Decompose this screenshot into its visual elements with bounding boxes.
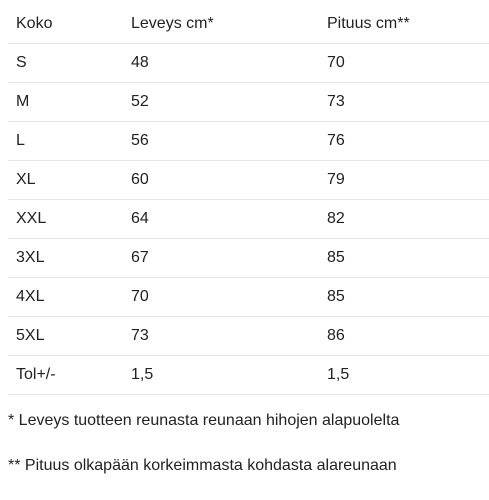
cell-length: 85 <box>319 239 489 278</box>
cell-size: Tol+/- <box>8 356 123 395</box>
cell-length: 82 <box>319 200 489 239</box>
width-measurement-note: * Leveys tuotteen reunasta reunaan hihojen alapuolelta <box>8 412 400 429</box>
table-row <box>8 200 489 239</box>
cell-size: XXL <box>8 200 123 239</box>
cell-size: 3XL <box>8 239 123 278</box>
table-row <box>8 44 489 83</box>
header-pituus: Pituus cm** <box>319 5 489 44</box>
cell-length: 73 <box>319 83 489 122</box>
cell-length: 76 <box>319 122 489 161</box>
cell-size: 5XL <box>8 317 123 356</box>
cell-length: 85 <box>319 278 489 317</box>
table-row <box>8 317 489 356</box>
cell-length: 86 <box>319 317 489 356</box>
cell-width: 70 <box>123 278 319 317</box>
cell-size: M <box>8 83 123 122</box>
table-row <box>8 356 489 395</box>
cell-size: XL <box>8 161 123 200</box>
cell-length: 79 <box>319 161 489 200</box>
cell-width: 67 <box>123 239 319 278</box>
cell-width: 52 <box>123 83 319 122</box>
table-row <box>8 278 489 317</box>
cell-size: S <box>8 44 123 83</box>
table-row <box>8 239 489 278</box>
length-measurement-note: ** Pituus olkapään korkeimmasta kohdasta alareunaan <box>8 457 397 474</box>
table-row <box>8 122 489 161</box>
cell-width: 60 <box>123 161 319 200</box>
cell-length: 1,5 <box>319 356 489 395</box>
cell-size: 4XL <box>8 278 123 317</box>
table-row <box>8 161 489 200</box>
cell-width: 73 <box>123 317 319 356</box>
cell-width: 48 <box>123 44 319 83</box>
table-row <box>8 83 489 122</box>
table-header-row <box>8 5 489 44</box>
cell-width: 1,5 <box>123 356 319 395</box>
size-chart-table <box>8 5 489 395</box>
cell-size: L <box>8 122 123 161</box>
cell-width: 56 <box>123 122 319 161</box>
cell-length: 70 <box>319 44 489 83</box>
cell-width: 64 <box>123 200 319 239</box>
header-leveys: Leveys cm* <box>123 5 319 44</box>
header-koko: Koko <box>8 5 123 44</box>
